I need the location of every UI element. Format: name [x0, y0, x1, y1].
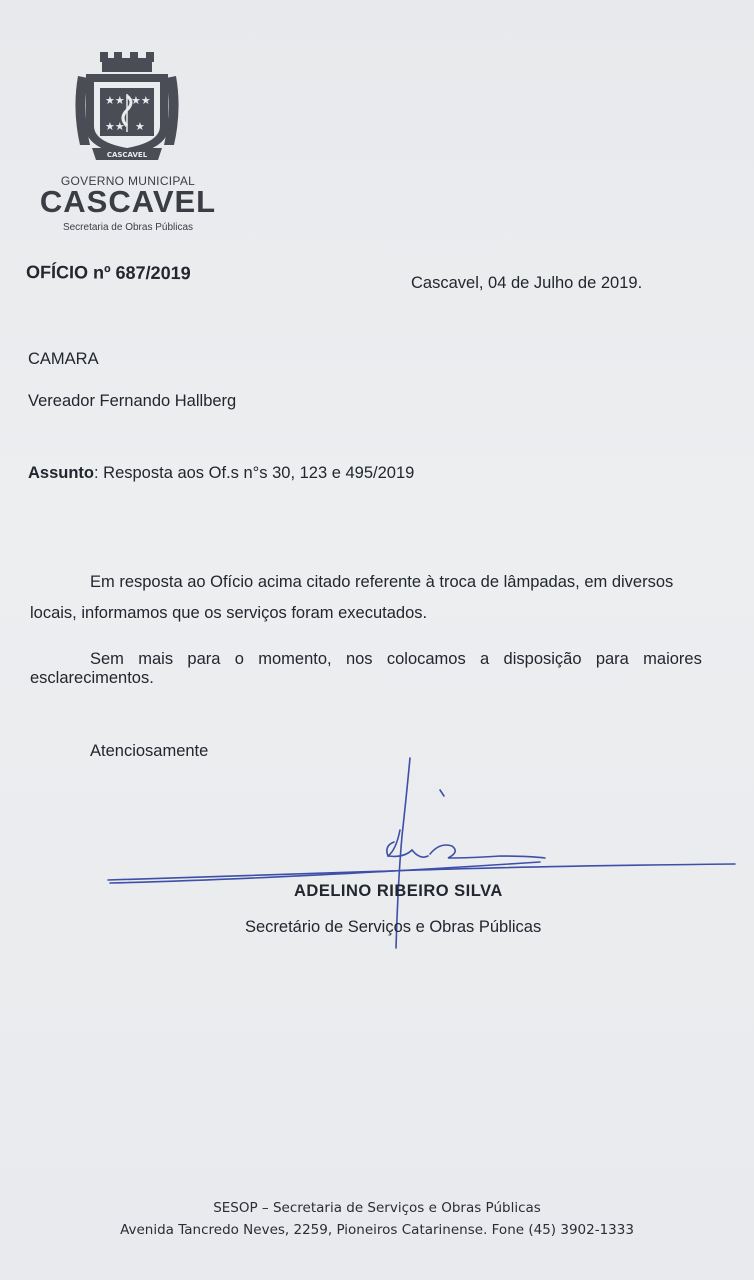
- document-date: Cascavel, 04 de Julho de 2019.: [411, 274, 643, 292]
- footer-address: Avenida Tancredo Neves, 2259, Pioneiros Catarinense. Fone (45) 3902-1333: [120, 1222, 634, 1238]
- word: mais: [138, 650, 174, 668]
- recipient-organization: CAMARA: [28, 350, 99, 368]
- word: colocamos: [386, 650, 466, 668]
- letterhead-government: GOVERNO MUNICIPAL: [60, 174, 196, 188]
- word: a: [480, 650, 490, 668]
- word: o: [234, 650, 244, 668]
- svg-text:★: ★: [135, 120, 145, 133]
- subject-label: Assunto: [28, 464, 94, 482]
- paragraph-1-line-1: Em resposta ao Ofício acima citado referente à troca de lâmpadas, em diversos: [90, 573, 674, 591]
- paragraph-1-line-2: locais, informamos que os serviços foram executados.: [30, 604, 428, 622]
- word: para: [187, 650, 221, 668]
- footer-secretariat: SESOP – Secretaria de Serviços e Obras Públicas: [213, 1200, 541, 1216]
- svg-text:★★: ★★: [131, 94, 151, 107]
- crest-banner-text: CASCAVEL: [106, 151, 148, 159]
- letterhead-department: Secretaria de Obras Públicas: [62, 222, 194, 233]
- signer-name: ADELINO RIBEIRO SILVA: [294, 882, 503, 900]
- letterhead-city: CASCAVEL: [39, 184, 217, 219]
- word: Sem: [90, 650, 124, 668]
- word: disposição: [503, 650, 582, 668]
- subject-text: : Resposta aos Of.s n°s 30, 123 e 495/2019: [94, 464, 415, 482]
- closing-salutation: Atenciosamente: [90, 742, 209, 760]
- document-number: OFÍCIO nº 687/2019: [25, 262, 191, 284]
- recipient-name: Vereador Fernando Hallberg: [28, 392, 237, 410]
- word: para: [595, 650, 629, 668]
- svg-text:★★: ★★: [105, 94, 125, 107]
- city-coat-of-arms-icon: [72, 50, 182, 170]
- svg-text:★★: ★★: [105, 120, 125, 133]
- signer-title: Secretário de Serviços e Obras Públicas: [245, 918, 542, 936]
- paragraph-2-line-2: esclarecimentos.: [30, 669, 154, 687]
- word: momento,: [258, 650, 332, 668]
- subject-line: [28, 464, 414, 483]
- word: maiores: [643, 650, 702, 668]
- paragraph-2-line-1: [90, 650, 702, 669]
- word: nos: [345, 650, 373, 668]
